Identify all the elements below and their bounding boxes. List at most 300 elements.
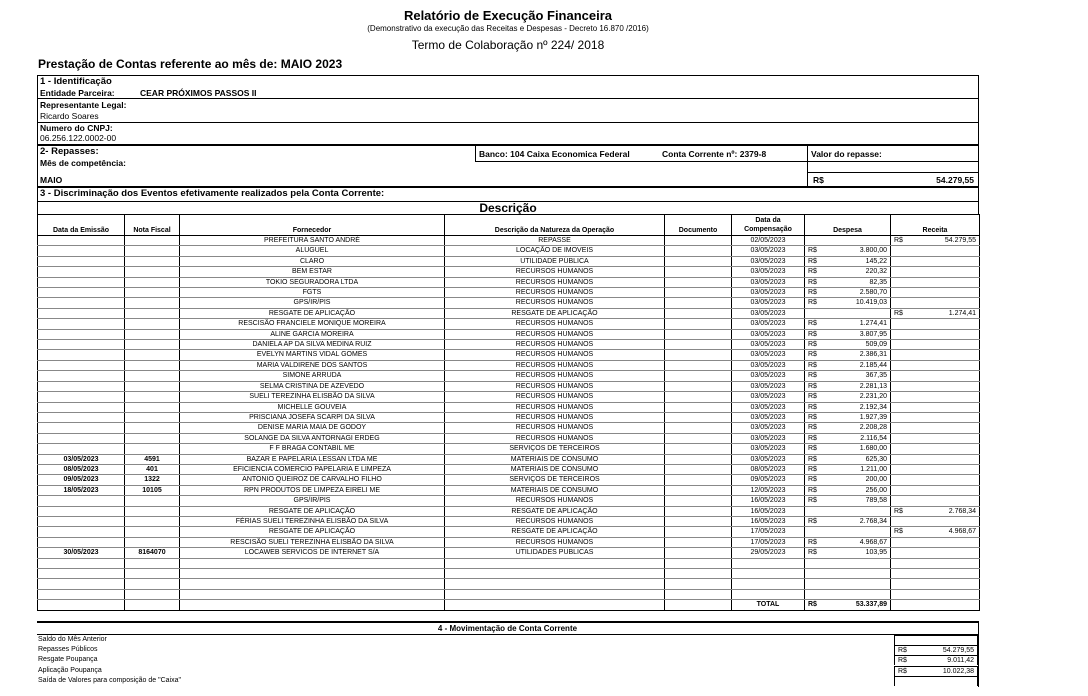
expense-value: 2.281,13 [859, 382, 887, 390]
competence-month-value: MAIO [40, 175, 63, 185]
expense-cell [805, 433, 891, 443]
total-row [38, 600, 980, 610]
currency-label: R$ [808, 413, 817, 421]
currency-label: R$ [808, 403, 817, 411]
compensation-date: 16/05/2023 [732, 496, 805, 506]
expense-value: 367,35 [865, 372, 887, 380]
invoice-number [125, 277, 180, 287]
expense-cell [805, 381, 891, 391]
divider [475, 146, 476, 162]
account-movement-section [37, 621, 979, 687]
empty-cell [805, 558, 891, 568]
invoice-number [125, 433, 180, 443]
empty-row [38, 568, 980, 578]
nature: RECURSOS HUMANOS [445, 381, 665, 391]
emission-date [38, 496, 125, 506]
revenue-cell [891, 423, 980, 433]
expense-cell [805, 360, 891, 370]
invoice-number [125, 423, 180, 433]
main-title: Prestação de Contas referente ao mês de: MAIO 2023 [38, 57, 343, 71]
compensation-date: 03/05/2023 [732, 360, 805, 370]
movement-label: Saldo do Mês Anterior [38, 636, 107, 643]
expense-cell [805, 548, 891, 558]
table-row [38, 319, 980, 329]
empty-cell [805, 589, 891, 599]
empty-cell [805, 579, 891, 589]
table-row [38, 412, 980, 422]
empty-cell [732, 589, 805, 599]
table-row [38, 288, 980, 298]
nature: UTILIDADES PUBLICAS [445, 548, 665, 558]
table-row [38, 454, 980, 464]
currency-label: R$ [808, 351, 817, 359]
table-row [38, 475, 980, 485]
supplier: MICHELLE GOUVEIA [180, 402, 445, 412]
expense-cell [805, 350, 891, 360]
table-row [38, 516, 980, 526]
movement-value: 9.011,42 [947, 657, 974, 665]
nature: SERVIÇOS DE TERCEIROS [445, 444, 665, 454]
col-document: Documento [665, 215, 732, 236]
supplier: LOCAWEB SERVICOS DE INTERNET S/A [180, 548, 445, 558]
emission-date [38, 360, 125, 370]
compensation-date: 16/05/2023 [732, 516, 805, 526]
compensation-date: 03/05/2023 [732, 454, 805, 464]
revenue-cell [891, 340, 980, 350]
compensation-date: 03/05/2023 [732, 298, 805, 308]
invoice-number [125, 298, 180, 308]
currency-label: R$ [894, 237, 903, 244]
nature: MATERIAIS DE CONSUMO [445, 464, 665, 474]
empty-cell [732, 579, 805, 589]
currency-label: R$ [808, 393, 817, 401]
table-row [38, 350, 980, 360]
revenue-cell [891, 277, 980, 287]
currency-label: R$ [808, 320, 817, 328]
compensation-date: 02/05/2023 [732, 236, 805, 246]
supplier: ANTONIO QUEIROZ DE CARVALHO FILHO [180, 475, 445, 485]
emission-date [38, 516, 125, 526]
nature: MATERIAIS DE CONSUMO [445, 485, 665, 495]
invoice-number: 8164070 [125, 548, 180, 558]
invoice-number [125, 360, 180, 370]
empty-cell [891, 579, 980, 589]
supplier: GPS/IR/PIS [180, 496, 445, 506]
document [665, 381, 732, 391]
table-row [38, 340, 980, 350]
emission-date [38, 506, 125, 516]
document [665, 267, 732, 277]
table-row [38, 485, 980, 495]
nature: RESGATE DE APLICAÇÃO [445, 308, 665, 318]
report-subtitle: (Demonstrativo da execução das Receitas e Despesas - Decreto 16.870 /2016) [367, 24, 649, 33]
supplier: RESGATE DE APLICAÇÃO [180, 506, 445, 516]
expense-value: 1.680,00 [859, 445, 887, 453]
currency-label: R$ [808, 538, 817, 546]
table-row [38, 308, 980, 318]
emission-date [38, 329, 125, 339]
revenue-cell [891, 267, 980, 277]
transfer-value: 54.279,55 [936, 175, 974, 185]
expense-cell [805, 444, 891, 454]
empty-cell [665, 568, 732, 578]
transfer-value-label: Valor do repasse: [811, 149, 882, 159]
document [665, 329, 732, 339]
nature: LOCAÇÃO DE IMOVEIS [445, 246, 665, 256]
supplier: DENISE MARIA MAIA DE GODOY [180, 423, 445, 433]
currency-label: R$ [808, 465, 817, 473]
invoice-number [125, 516, 180, 526]
revenue-cell [891, 537, 980, 547]
expense-value: 220,32 [865, 268, 887, 276]
currency-label: R$ [808, 257, 817, 265]
revenue-cell [891, 527, 980, 537]
nature: RECURSOS HUMANOS [445, 496, 665, 506]
supplier: CLARO [180, 256, 445, 266]
expense-cell [805, 308, 891, 318]
col-supplier: Fornecedor [180, 215, 445, 236]
supplier: EFICIENCIA COMERCIO PAPELARIA E LIMPEZA [180, 464, 445, 474]
currency-label: R$ [808, 361, 817, 369]
expense-cell [805, 454, 891, 464]
nature: RECURSOS HUMANOS [445, 267, 665, 277]
compensation-date: 03/05/2023 [732, 288, 805, 298]
revenue-cell [891, 329, 980, 339]
account-movement-label: 4 - Movimentação de Conta Corrente [37, 623, 978, 635]
col-nature: Descrição da Natureza da Operação [445, 215, 665, 236]
description-title: Descrição [479, 201, 537, 215]
supplier: EVELYN MARTINS VIDAL GOMES [180, 350, 445, 360]
nature: RECURSOS HUMANOS [445, 392, 665, 402]
expense-value: 2.231,20 [859, 393, 887, 401]
currency-label: R$ [808, 341, 817, 349]
emission-date [38, 527, 125, 537]
currency-label: R$ [808, 268, 817, 276]
table-row [38, 423, 980, 433]
expense-cell [805, 298, 891, 308]
compensation-date: 03/05/2023 [732, 402, 805, 412]
expense-cell [805, 371, 891, 381]
emission-date [38, 371, 125, 381]
empty-cell [445, 579, 665, 589]
currency-label: R$ [894, 528, 903, 536]
table-row [38, 402, 980, 412]
expense-cell [805, 485, 891, 495]
empty-cell [805, 568, 891, 578]
empty-cell [180, 558, 445, 568]
invoice-number [125, 371, 180, 381]
revenue-cell [891, 506, 980, 516]
nature: REPASSE [445, 236, 665, 246]
revenue-cell [891, 392, 980, 402]
compensation-date: 29/05/2023 [732, 548, 805, 558]
emission-date [38, 423, 125, 433]
document [665, 298, 732, 308]
emission-date [38, 256, 125, 266]
emission-date: 08/05/2023 [38, 464, 125, 474]
total-currency: R$ [808, 601, 817, 609]
currency-label: R$ [808, 455, 817, 463]
col-invoice: Nota Fiscal [125, 215, 180, 236]
document [665, 485, 732, 495]
empty-cell [38, 589, 125, 599]
expense-value: 10.419,03 [855, 299, 887, 307]
cnpj-label: Numero do CNPJ: [40, 123, 113, 133]
compensation-date: 03/05/2023 [732, 392, 805, 402]
revenue-value: 1.274,41 [948, 309, 976, 317]
expense-value: 1.927,39 [859, 413, 887, 421]
document [665, 277, 732, 287]
document [665, 537, 732, 547]
revenue-cell [891, 464, 980, 474]
empty-cell [445, 568, 665, 578]
repasses-section [37, 145, 979, 187]
emission-date [38, 277, 125, 287]
empty-cell [125, 568, 180, 578]
invoice-number [125, 329, 180, 339]
expense-value: 509,09 [865, 341, 887, 349]
empty-cell [38, 579, 125, 589]
emission-date [38, 444, 125, 454]
invoice-number [125, 412, 180, 422]
supplier: RESGATE DE APLICAÇÃO [180, 308, 445, 318]
expense-cell [805, 464, 891, 474]
compensation-date: 03/05/2023 [732, 350, 805, 360]
empty-cell [891, 568, 980, 578]
compensation-date: 03/05/2023 [732, 444, 805, 454]
movement-label: Repasses Públicos [38, 646, 98, 654]
revenue-cell [891, 433, 980, 443]
revenue-cell [891, 475, 980, 485]
document [665, 527, 732, 537]
movement-value-cell [894, 645, 978, 655]
table-header-row [38, 215, 980, 236]
identification-section [37, 75, 979, 145]
divider [38, 122, 978, 123]
nature: RECURSOS HUMANOS [445, 277, 665, 287]
empty-cell [665, 579, 732, 589]
currency-label: R$ [808, 289, 817, 297]
table-row [38, 277, 980, 287]
table-row [38, 236, 980, 246]
supplier: PRISCIANA JOSEFA SCARPI DA SILVA [180, 412, 445, 422]
expense-value: 789,58 [865, 497, 887, 505]
events-table [37, 214, 980, 611]
table-row [38, 506, 980, 516]
supplier: SELMA CRISTINA DE AZEVEDO [180, 381, 445, 391]
currency-label: R$ [808, 434, 817, 442]
empty-cell [732, 558, 805, 568]
expense-cell [805, 496, 891, 506]
account-label: Conta Corrente nº: 2379-8 [662, 149, 767, 159]
expense-cell [805, 329, 891, 339]
compensation-date: 09/05/2023 [732, 475, 805, 485]
supplier: SOLANGE DA SILVA ANTORNAGI ERDEG [180, 433, 445, 443]
movement-label: Saída de Valores para composição de "Caixa" [38, 676, 181, 684]
supplier: PREFEITURA SANTO ANDRÉ [180, 236, 445, 246]
compensation-date: 03/05/2023 [732, 433, 805, 443]
currency-label: R$ [898, 667, 907, 675]
document [665, 412, 732, 422]
empty-cell [38, 558, 125, 568]
expense-cell [805, 475, 891, 485]
invoice-number [125, 308, 180, 318]
table-row [38, 298, 980, 308]
emission-date [38, 392, 125, 402]
supplier: RESCISÃO FRANCIELE MONIQUE MOREIRA [180, 319, 445, 329]
empty-cell [180, 589, 445, 599]
currency-label: R$ [808, 517, 817, 525]
revenue-cell [891, 256, 980, 266]
compensation-date: 03/05/2023 [732, 423, 805, 433]
invoice-number [125, 350, 180, 360]
empty-cell [665, 589, 732, 599]
invoice-number [125, 256, 180, 266]
revenue-cell [891, 236, 980, 246]
empty-cell [125, 589, 180, 599]
document [665, 371, 732, 381]
compensation-date: 03/05/2023 [732, 256, 805, 266]
supplier: MARIA VALDIRENE DOS SANTOS [180, 360, 445, 370]
expense-cell [805, 402, 891, 412]
movement-label: Aplicação Poupança [38, 666, 102, 674]
expense-cell [805, 412, 891, 422]
expense-cell [805, 267, 891, 277]
table-row [38, 527, 980, 537]
document [665, 433, 732, 443]
expense-value: 145,22 [865, 257, 887, 265]
movement-value-cell [894, 655, 978, 665]
table-row [38, 246, 980, 256]
document [665, 350, 732, 360]
currency-label: R$ [808, 497, 817, 505]
table-row [38, 267, 980, 277]
invoice-number: 401 [125, 464, 180, 474]
emission-date [38, 340, 125, 350]
revenue-cell [891, 319, 980, 329]
compensation-date: 03/05/2023 [732, 277, 805, 287]
empty-cell [445, 589, 665, 599]
compensation-date: 03/05/2023 [732, 267, 805, 277]
supplier: SIMONE ARRUDA [180, 371, 445, 381]
currency-label: R$ [813, 175, 824, 185]
revenue-value: 2.768,34 [948, 507, 976, 515]
movement-label: Resgate Poupança [38, 656, 98, 664]
nature: RECURSOS HUMANOS [445, 371, 665, 381]
table-row [38, 444, 980, 454]
emission-date [38, 350, 125, 360]
currency-label: R$ [894, 507, 903, 515]
document [665, 308, 732, 318]
empty-cell [891, 558, 980, 568]
document [665, 464, 732, 474]
nature: RECURSOS HUMANOS [445, 516, 665, 526]
compensation-date: 03/05/2023 [732, 246, 805, 256]
repasses-label: 2- Repasses: [40, 146, 99, 157]
invoice-number [125, 340, 180, 350]
expense-value: 103,95 [865, 549, 887, 557]
expense-value: 2.116,54 [860, 434, 887, 442]
currency-label: R$ [808, 476, 817, 484]
empty-cell [125, 579, 180, 589]
currency-label: R$ [808, 372, 817, 380]
compensation-date: 12/05/2023 [732, 485, 805, 495]
supplier: BAZAR E PAPELARIA LESSAN LTDA ME [180, 454, 445, 464]
expense-cell [805, 288, 891, 298]
expense-value: 3.800,00 [859, 247, 887, 255]
divider [807, 172, 978, 173]
table-row [38, 371, 980, 381]
total-expense: 53.337,89 [855, 601, 887, 609]
expense-value: 1.211,00 [860, 465, 887, 473]
revenue-cell [891, 402, 980, 412]
table-row [38, 464, 980, 474]
supplier: BEM ESTAR [180, 267, 445, 277]
invoice-number [125, 288, 180, 298]
expense-cell [805, 423, 891, 433]
report-title: Relatório de Execução Financeira [403, 8, 613, 23]
expense-cell [805, 319, 891, 329]
nature: RECURSOS HUMANOS [445, 423, 665, 433]
supplier: SUELI TEREZINHA ELISBÃO DA SILVA [180, 392, 445, 402]
currency-label: R$ [808, 486, 817, 494]
expense-value: 2.386,31 [859, 351, 887, 359]
nature: RECURSOS HUMANOS [445, 298, 665, 308]
invoice-number [125, 392, 180, 402]
col-emission-date: Data da Emissão [38, 215, 125, 236]
compensation-date: 17/05/2023 [732, 537, 805, 547]
divider [38, 98, 978, 99]
total-label: TOTAL [732, 600, 805, 610]
currency-label: R$ [808, 424, 817, 432]
invoice-number [125, 236, 180, 246]
supplier: RESCISÃO SUELI TEREZINHA ELISBÃO DA SILVA [180, 537, 445, 547]
col-revenue: Receita [891, 215, 980, 236]
nature: RESGATE DE APLICAÇÃO [445, 527, 665, 537]
document [665, 548, 732, 558]
emission-date [38, 267, 125, 277]
empty-cell [180, 579, 445, 589]
document [665, 516, 732, 526]
document [665, 340, 732, 350]
document [665, 506, 732, 516]
invoice-number [125, 537, 180, 547]
compensation-date: 03/05/2023 [732, 308, 805, 318]
expense-cell [805, 277, 891, 287]
empty-row [38, 579, 980, 589]
expense-value: 2.185,44 [859, 361, 887, 369]
expense-cell [805, 246, 891, 256]
expense-value: 200,00 [865, 476, 887, 484]
identification-label: 1 - Identificação [40, 76, 112, 87]
nature: SERVIÇOS DE TERCEIROS [445, 475, 665, 485]
document [665, 288, 732, 298]
expense-cell [805, 506, 891, 516]
compensation-date: 03/05/2023 [732, 381, 805, 391]
currency-label: R$ [898, 647, 907, 655]
currency-label: R$ [808, 382, 817, 390]
emission-date: 30/05/2023 [38, 548, 125, 558]
col-compensation-date: Data da Compensação [732, 215, 805, 236]
invoice-number [125, 381, 180, 391]
nature: UTILIDADE PÚBLICA [445, 256, 665, 266]
currency-label: R$ [898, 657, 907, 665]
revenue-cell [891, 454, 980, 464]
currency-label: R$ [808, 445, 817, 453]
table-row [38, 433, 980, 443]
expense-value: 2.192,34 [859, 403, 887, 411]
bank-label: Banco: 104 Caixa Economica Federal [479, 149, 630, 159]
